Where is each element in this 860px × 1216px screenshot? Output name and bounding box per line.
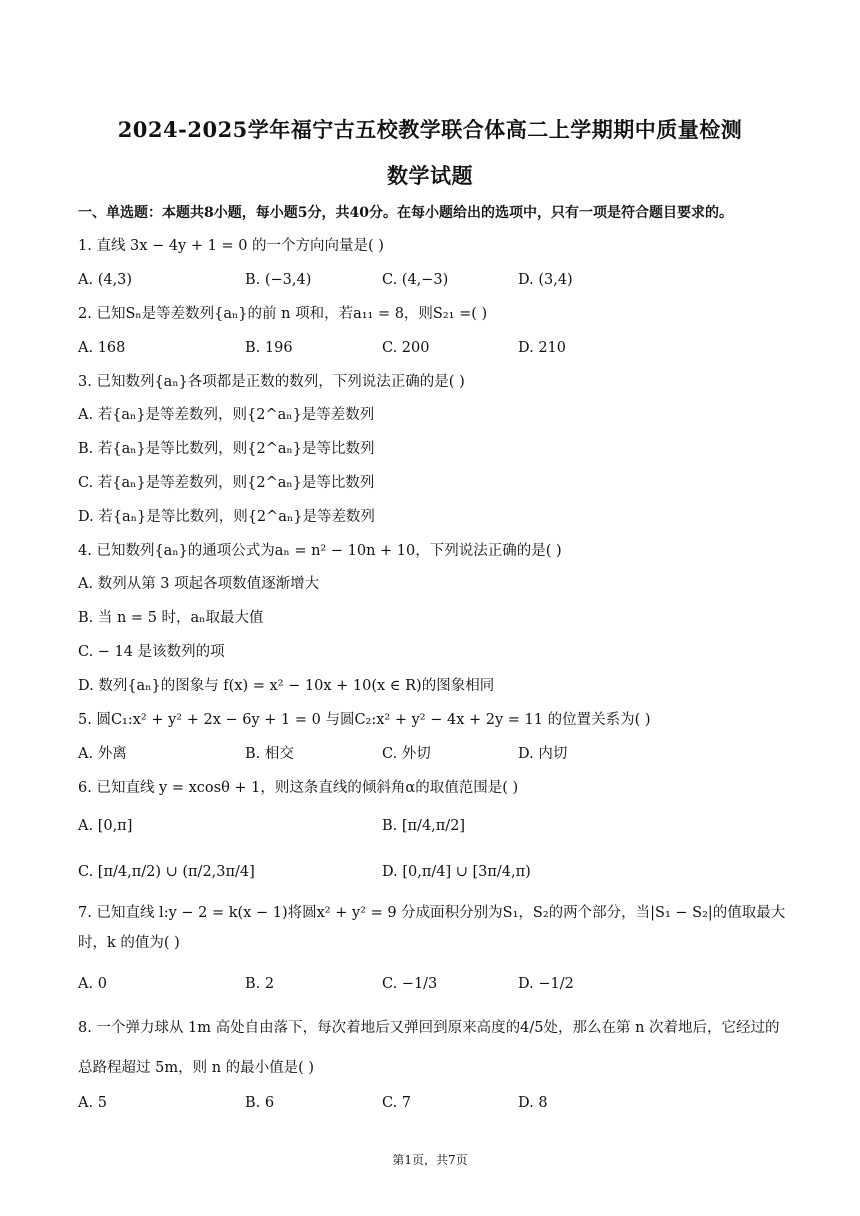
q3-option-d: D. 若{aₙ}是等比数列，则{2^aₙ}是等差数列	[78, 509, 375, 525]
question-3-stem: 3. 已知数列{aₙ}各项都是正数的数列，下列说法正确的是( )	[78, 374, 465, 390]
q1-option-a: A. (4,3)	[78, 272, 133, 288]
question-6-stem: 6. 已知直线 y = xcosθ + 1，则这条直线的倾斜角α的取值范围是( )	[78, 780, 519, 796]
question-1-stem: 1. 直线 3x − 4y + 1 = 0 的一个方向向量是( )	[78, 238, 384, 254]
question-7-stem-cont: 时，k 的值为( )	[78, 935, 180, 951]
q7-option-a: A. 0	[78, 976, 107, 992]
page-footer: 第1页，共7页	[392, 1153, 468, 1167]
q8-option-b: B. 6	[245, 1095, 275, 1111]
section-heading: 一、单选题：本题共8小题，每小题5分，共40分。在每小题给出的选项中，只有一项是符合题目要求的。	[78, 205, 733, 221]
q2-option-d: D. 210	[518, 340, 567, 356]
q1-option-d: D. (3,4)	[518, 272, 573, 288]
q3-option-a: A. 若{aₙ}是等差数列，则{2^aₙ}是等差数列	[78, 407, 375, 423]
q1-option-c: C. (4,−3)	[382, 272, 449, 288]
q4-option-a: A. 数列从第 3 项起各项数值逐渐增大	[78, 576, 320, 592]
q6-option-a: A. [0,π]	[78, 818, 133, 834]
q5-option-a: A. 外离	[78, 746, 127, 762]
exam-title: 2024-2025学年福宁古五校教学联合体高二上学期期中质量检测	[117, 117, 743, 142]
q7-option-b: B. 2	[245, 976, 275, 992]
q4-option-b: B. 当 n = 5 时，aₙ取最大值	[78, 610, 264, 626]
q8-option-c: C. 7	[382, 1095, 412, 1111]
q6-option-c: C. [π/4,π/2) ∪ (π/2,3π/4]	[78, 864, 255, 880]
q3-option-c: C. 若{aₙ}是等差数列，则{2^aₙ}是等比数列	[78, 475, 375, 491]
question-4-stem: 4. 已知数列{aₙ}的通项公式为aₙ = n² − 10n + 10，下列说法正确的是( )	[78, 543, 562, 559]
question-5-stem: 5. 圆C₁:x² + y² + 2x − 6y + 1 = 0 与圆C₂:x² + y² − 4x + 2y = 11 的位置关系为( )	[78, 712, 651, 728]
q1-option-b: B. (−3,4)	[245, 272, 312, 288]
question-8-stem-cont: 总路程超过 5m，则 n 的最小值是( )	[78, 1060, 315, 1076]
exam-subtitle: 数学试题	[387, 163, 473, 188]
q6-option-b: B. [π/4,π/2]	[382, 818, 466, 834]
q8-option-d: D. 8	[518, 1095, 548, 1111]
question-7-stem: 7. 已知直线 l:y − 2 = k(x − 1)将圆x² + y² = 9 分成面积分别为S₁，S₂的两个部分，当|S₁ − S₂|的值取最大	[78, 905, 786, 921]
q4-option-d: D. 数列{aₙ}的图象与 f(x) = x² − 10x + 10(x ∈ R)的图象相同	[78, 678, 495, 694]
q3-option-b: B. 若{aₙ}是等比数列，则{2^aₙ}是等比数列	[78, 441, 375, 457]
q7-option-d: D. −1/2	[518, 976, 574, 992]
question-8-stem: 8. 一个弹力球从 1m 高处自由落下，每次着地后又弹回到原来高度的4/5处，那么在第 n 次着地后，它经过的	[78, 1020, 780, 1036]
q2-option-c: C. 200	[382, 340, 430, 356]
question-2-stem: 2. 已知Sₙ是等差数列{aₙ}的前 n 项和，若a₁₁ = 8，则S₂₁ =( )	[78, 306, 488, 322]
q5-option-d: D. 内切	[518, 746, 568, 762]
q2-option-b: B. 196	[245, 340, 293, 356]
q4-option-c: C. − 14 是该数列的项	[78, 644, 225, 660]
q2-option-a: A. 168	[78, 340, 126, 356]
q7-option-c: C. −1/3	[382, 976, 438, 992]
q5-option-c: C. 外切	[382, 746, 431, 762]
q8-option-a: A. 5	[78, 1095, 107, 1111]
q6-option-d: D. [0,π/4] ∪ [3π/4,π)	[382, 864, 531, 880]
q5-option-b: B. 相交	[245, 746, 294, 762]
